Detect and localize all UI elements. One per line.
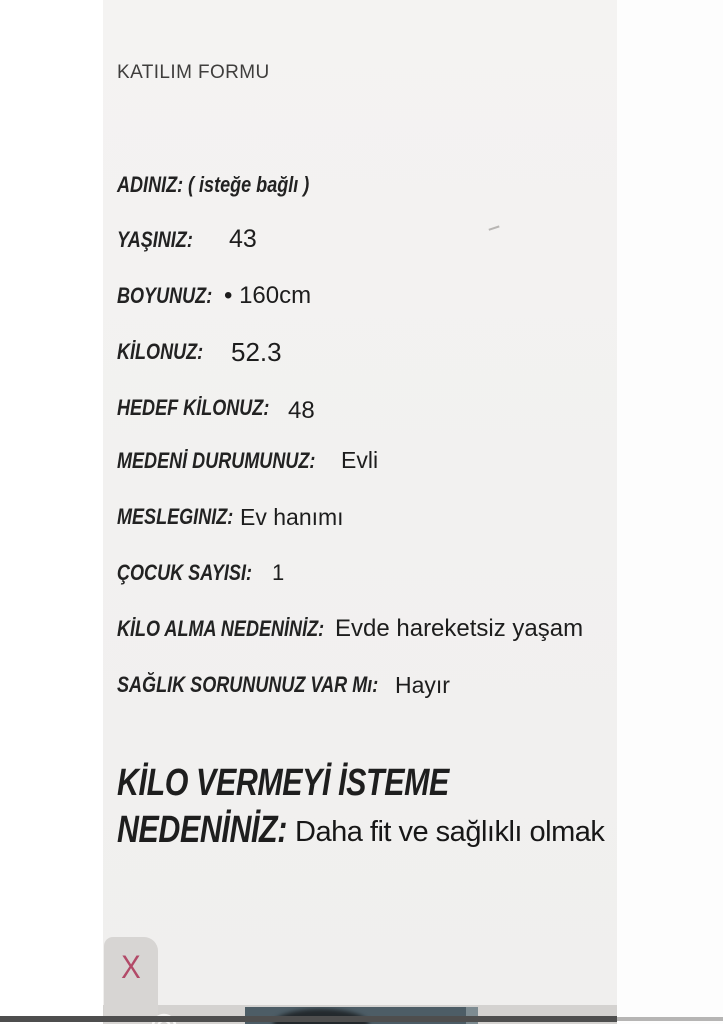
highlight-line-1 (117, 762, 532, 805)
highlight-label: KİLO VERMEYİ İSTEME (117, 762, 449, 804)
field-label: KİLONUZ: (117, 339, 204, 364)
highlight-line-2 (117, 809, 617, 855)
field-label: SAĞLIK SORUNUNUZ VAR Mı: (117, 672, 379, 697)
highlight-value: Daha fit ve sağlıklı olmak (295, 816, 605, 848)
right-margin (617, 0, 723, 1024)
field-label: YAŞINIZ: (117, 227, 193, 252)
field-label: KİLO ALMA NEDENİNİZ: (117, 616, 325, 641)
field-value: 43 (229, 225, 257, 253)
form-field-row (117, 448, 617, 478)
form-field-row (117, 504, 617, 534)
close-icon[interactable]: X (121, 949, 141, 985)
form-field-row (117, 616, 617, 646)
form-field-row (117, 172, 617, 202)
form-field-row (117, 227, 617, 257)
field-label: BOYUNUZ: (117, 283, 213, 308)
form-field-row (117, 283, 617, 313)
form-field-row (117, 339, 617, 369)
form-field-row (117, 395, 617, 425)
field-label: HEDEF KİLONUZ: (117, 395, 270, 420)
field-value: Hayır (395, 672, 450, 698)
field-label: MEDENİ DURUMUNUZ: (117, 448, 316, 473)
field-value: ( isteğe bağlı ) (188, 172, 310, 197)
page-title: KATILIM FORMU (117, 62, 270, 83)
field-value: Evli (341, 447, 379, 473)
bottom-divider-light (617, 1017, 723, 1021)
field-label: ÇOCUK SAYISI: (117, 560, 252, 585)
field-value: Evde hareketsiz yaşam (335, 615, 584, 642)
form-field-row (117, 560, 617, 590)
field-value: 52.3 (231, 337, 282, 367)
form-document (103, 0, 617, 1005)
highlight-label: NEDENİNİZ: (117, 809, 287, 851)
field-value: • 160cm (224, 282, 312, 309)
field-value: Ev hanımı (240, 504, 344, 530)
field-label: MESLEGINIZ: (117, 504, 234, 529)
form-field-row (117, 672, 617, 702)
bottom-divider (0, 1016, 617, 1022)
field-value: 1 (272, 560, 285, 585)
field-label: ADINIZ: (117, 172, 184, 197)
field-value: 48 (288, 397, 315, 424)
